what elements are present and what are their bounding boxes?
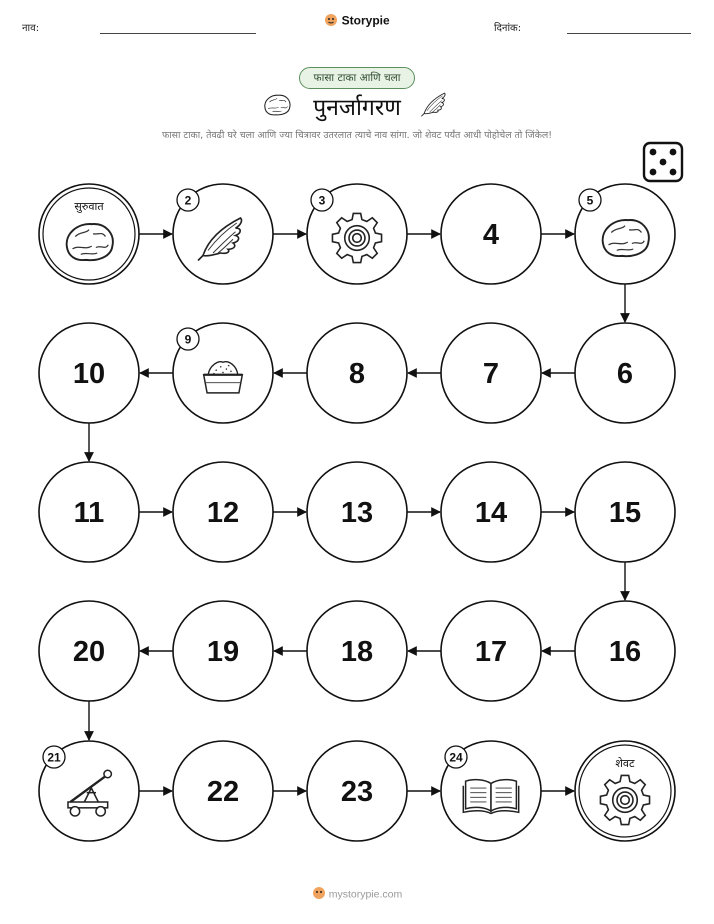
rock-icon <box>603 220 649 256</box>
gear-icon <box>332 213 381 262</box>
board-cell <box>307 741 407 841</box>
cell-number: 7 <box>482 358 500 390</box>
cell-number: 21 <box>47 750 61 765</box>
board-cell <box>39 462 139 562</box>
cell-number: 11 <box>73 497 105 529</box>
brand-name: Storypie <box>341 13 390 28</box>
board-cell <box>575 184 675 284</box>
cell-number: 15 <box>608 497 642 529</box>
cell-number: 24 <box>449 750 463 765</box>
board-cell <box>441 741 541 841</box>
rock-icon <box>265 95 290 115</box>
cell-number-badge <box>579 189 601 211</box>
board-cell <box>307 462 407 562</box>
end-label: शेवट <box>615 757 635 770</box>
start-cell <box>39 184 139 284</box>
storypie-footer-logo-icon <box>312 886 326 903</box>
board-cell <box>575 323 675 423</box>
cell-number: 9 <box>184 332 192 347</box>
cell-number: 20 <box>72 636 106 668</box>
cell-number-badge <box>43 746 65 768</box>
board-cell <box>173 462 273 562</box>
cell-number: 8 <box>348 358 366 390</box>
footer-url: mystorypie.com <box>328 888 403 901</box>
board-cell <box>39 323 139 423</box>
board-cell <box>173 741 273 841</box>
cell-number: 14 <box>474 497 508 529</box>
instructions: फासा टाका, तेवढी घरे चला आणि ज्या चित्रावर उतरलात त्याचे नाव सांगा. जो शेवट पर्यंत आधी पोहोचेल तो जिंकेल! <box>161 130 553 141</box>
date-label: दिनांक: <box>494 23 522 34</box>
cell-number: 12 <box>206 497 240 529</box>
board-cell <box>441 601 541 701</box>
cell-number: 13 <box>340 497 374 529</box>
cell-number-badge <box>177 328 199 350</box>
cell-number: 18 <box>340 636 374 668</box>
cell-number: 4 <box>482 219 500 251</box>
name-label: नाव: <box>22 23 40 34</box>
cell-number: 16 <box>608 636 642 668</box>
board-cell <box>173 601 273 701</box>
cell-number: 23 <box>340 776 374 808</box>
board-cell <box>575 462 675 562</box>
board-cell <box>441 184 541 284</box>
page-title: पुनर्जागरण <box>313 95 401 121</box>
board-cells <box>39 184 675 841</box>
board-cell <box>307 184 407 284</box>
dice-five-icon <box>644 143 682 181</box>
start-label: सुरुवात <box>74 200 104 213</box>
footer <box>0 886 714 903</box>
board-cell <box>39 601 139 701</box>
board-cell <box>307 601 407 701</box>
cell-number: 10 <box>72 358 106 390</box>
cell-number: 19 <box>206 636 240 668</box>
cell-number: 6 <box>616 358 634 390</box>
cell-number-badge <box>311 189 333 211</box>
cell-number: 3 <box>318 193 326 208</box>
gear-icon <box>600 775 649 824</box>
cell-number: 22 <box>206 776 240 808</box>
cell-number: 17 <box>474 636 508 668</box>
end-cell <box>575 741 675 841</box>
cell-number: 2 <box>184 193 192 208</box>
board-cell <box>173 323 273 423</box>
cell-number-badge <box>445 746 467 768</box>
board-cell <box>307 323 407 423</box>
board-cell <box>173 184 273 284</box>
rock-icon <box>67 224 113 260</box>
wing-icon <box>421 93 445 116</box>
board-cell <box>441 323 541 423</box>
board-cell <box>441 462 541 562</box>
cell-number: 5 <box>586 193 594 208</box>
game-type-badge: फासा टाका आणि चला <box>299 67 415 89</box>
board-cell <box>575 601 675 701</box>
board-cell <box>39 741 139 841</box>
cell-number-badge <box>177 189 199 211</box>
